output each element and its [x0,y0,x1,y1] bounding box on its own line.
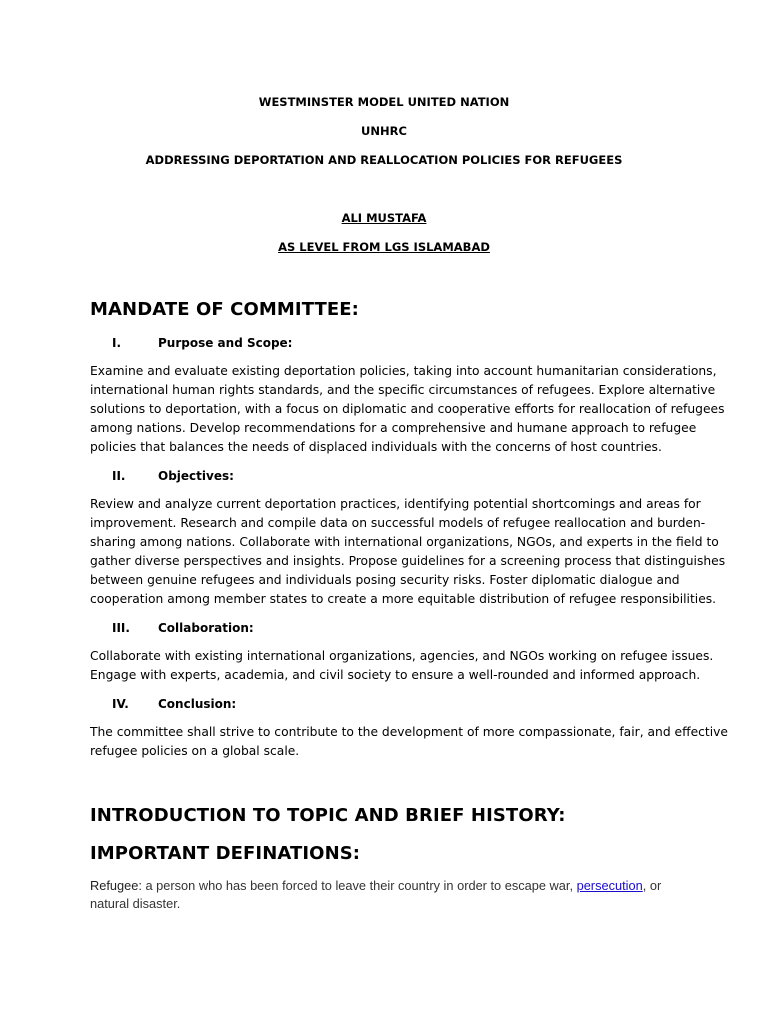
paragraph-line: among nations. Develop recommendations for a comprehensive and humane approach to refugee [90,421,697,435]
definition-text-line2: natural disaster. [90,895,181,911]
paragraph-line: between genuine refugees and individuals posing security risks. Foster diplomatic dialogue and [90,573,680,587]
paragraph-line: Collaborate with existing international organizations, agencies, and NGOs working on refugee issues. [90,649,714,663]
section-number: II. [112,469,126,483]
paragraph-line: gather diverse perspectives and insights. Propose guidelines for a screening process that distinguishes [90,554,726,568]
section-title: Purpose and Scope: [158,336,293,350]
paragraph-line: refugee policies on a global scale. [90,744,300,758]
org-title: WESTMINSTER MODEL UNITED NATION [258,95,510,109]
section-body-collaboration [90,647,714,685]
persecution-link[interactable]: persecution [576,878,643,893]
section-body-purpose [90,362,725,457]
paragraph-line: Examine and evaluate existing deportation policies, taking into account humanitarian considerations, [90,364,717,378]
section-number: III. [112,621,130,635]
section-heading-objectives [112,469,234,483]
section-body-objectives [90,495,726,609]
intro-heading: INTRODUCTION TO TOPIC AND BRIEF HISTORY: [90,805,566,826]
paragraph-line: Engage with experts, academia, and civil society to ensure a well-rounded and informed approach. [90,668,701,682]
author-name-text: ALI MUSTAFA [341,211,427,225]
section-title: Conclusion: [158,697,237,711]
section-body-conclusion [90,723,728,761]
section-heading-conclusion [112,697,236,711]
author-school [0,240,768,254]
paragraph-line: cooperation among member states to create a more equitable distribution of refugee responsibilities. [90,592,717,606]
section-number: I. [112,336,122,350]
section-heading-purpose [112,336,292,350]
author-school-text: AS LEVEL FROM LGS ISLAMABAD [278,240,490,254]
definition-text: a person who has been forced to leave their country in order to escape war, [141,878,577,893]
mandate-heading: MANDATE OF COMMITTEE: [90,299,359,320]
section-title: Collaboration: [158,621,254,635]
section-title: Objectives: [158,469,234,483]
paragraph-line: policies that balances the needs of displaced individuals with the concerns of host countries. [90,440,662,454]
refugee-definition [90,877,690,912]
author-name [0,211,768,225]
section-heading-collaboration [112,621,254,635]
paragraph-line: solutions to deportation, with a focus on diplomatic and cooperative efforts for reallocation of refugees [90,402,725,416]
definitions-heading: IMPORTANT DEFINATIONS: [90,843,361,864]
definition-term: Refugee: [90,878,142,893]
paragraph-line: sharing among nations. Collaborate with international organizations, NGOs, and experts in the field to [90,535,719,549]
paragraph-line: improvement. Research and compile data on successful models of refugee reallocation and burden- [90,516,706,530]
section-number: IV. [112,697,129,711]
committee-title: UNHRC [361,124,407,138]
definition-text-end: , or [642,878,662,893]
paragraph-line: international human rights standards, and the specific circumstances of refugees. Explore alternative [90,383,716,397]
topic-title: ADDRESSING DEPORTATION AND REALLOCATION POLICIES FOR REFUGEES [145,153,623,167]
paragraph-line: Review and analyze current deportation practices, identifying potential shortcomings and areas for [90,497,701,511]
paragraph-line: The committee shall strive to contribute to the development of more compassionate, fair, and effective [90,725,728,739]
